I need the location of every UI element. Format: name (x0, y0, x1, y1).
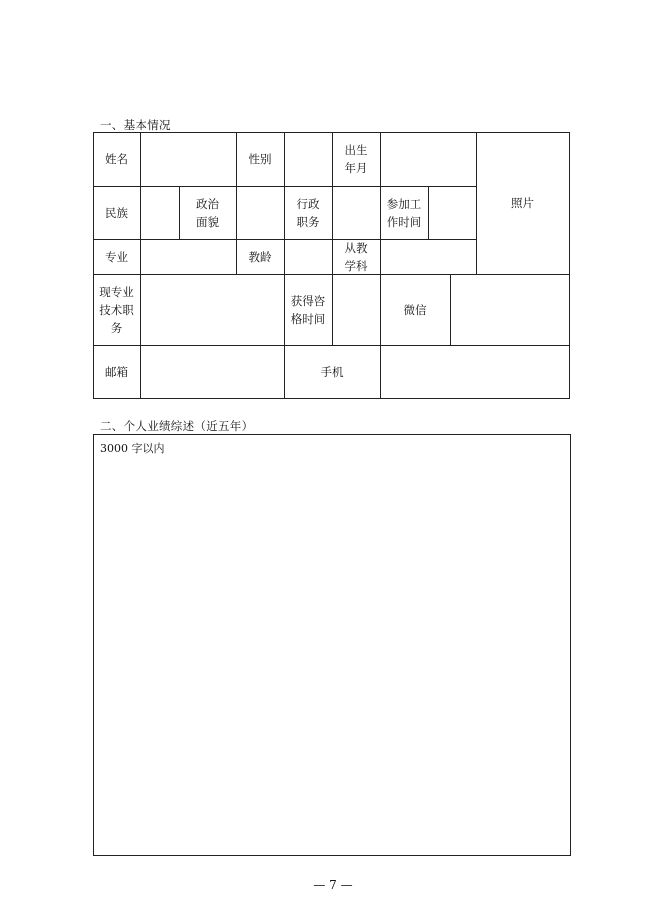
gender-field[interactable] (285, 133, 332, 186)
email-label: 邮箱 (105, 364, 128, 379)
word-limit-note: 3000 字以内 (100, 442, 165, 455)
teaching-subject-label: 从教 学科 (344, 240, 368, 273)
wechat-field[interactable] (451, 275, 569, 345)
page-number: — 7 — (313, 878, 353, 892)
gender-label: 性别 (248, 152, 272, 166)
section-2-title: 二、个人业绩综述（近五年） (100, 419, 254, 433)
major-label: 专业 (105, 249, 128, 264)
mobile-field[interactable] (381, 346, 569, 398)
section-1-title: 一、基本情况 (100, 118, 171, 132)
work-start-label: 参加工 作时间 (386, 196, 422, 229)
work-start-field[interactable] (429, 187, 476, 239)
qualification-time-label: 获得咨 格时间 (290, 293, 326, 326)
achievement-summary-field[interactable] (93, 434, 571, 856)
admin-position-field[interactable] (333, 187, 380, 239)
table-border-bottom (93, 398, 570, 399)
qualification-time-field[interactable] (333, 275, 380, 345)
mobile-label: 手机 (320, 364, 344, 379)
current-title-label: 现专业 技术职 务 (99, 284, 134, 335)
current-title-field[interactable] (141, 275, 284, 345)
table-border-right (569, 132, 570, 399)
birth-date-label: 出生 年月 (344, 143, 368, 175)
political-status-label: 政治 面貌 (196, 196, 219, 229)
major-field[interactable] (141, 240, 236, 274)
email-field[interactable] (141, 346, 284, 398)
photo-label: 照片 (511, 196, 534, 210)
political-status-field[interactable] (237, 187, 284, 239)
birth-date-field[interactable] (381, 133, 476, 186)
ethnicity-label: 民族 (105, 205, 128, 220)
photo-field[interactable] (477, 133, 569, 274)
teaching-years-field[interactable] (285, 240, 332, 274)
name-label: 姓名 (105, 152, 128, 166)
teaching-years-label: 教龄 (248, 249, 272, 264)
admin-position-label: 行政 职务 (296, 196, 320, 229)
ethnicity-field[interactable] (141, 187, 179, 239)
name-field[interactable] (141, 133, 236, 186)
wechat-label: 微信 (403, 302, 427, 317)
teaching-subject-field[interactable] (381, 240, 476, 274)
